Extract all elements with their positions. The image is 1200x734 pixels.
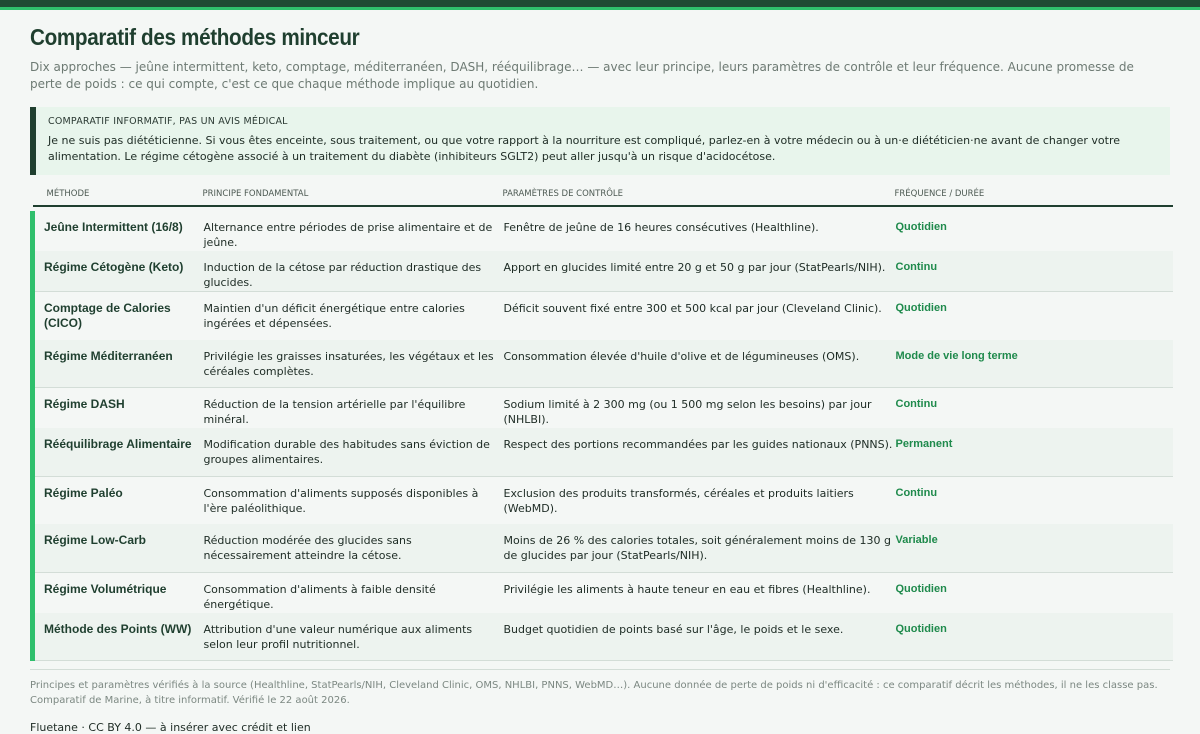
control-cell: Budget quotidien de points basé sur l'âge, le poids et le sexe.	[503, 613, 895, 661]
table-row	[33, 340, 1173, 388]
control-cell: Fenêtre de jeûne de 16 heures consécutives (Healthline).	[503, 221, 819, 234]
medical-notice	[30, 107, 1170, 175]
column-header-method: MÉTHODE	[33, 183, 203, 206]
frequency-cell: Mode de vie long terme	[895, 340, 1173, 388]
control-cell: Respect des portions recommandées par les guides nationaux (PNNS).	[503, 428, 895, 476]
control-cell: Exclusion des produits transformés, céréales et produits laitiers (WebMD).	[503, 486, 854, 515]
frequency-cell: Continu	[895, 251, 1173, 292]
method-name: Régime Low-Carb	[33, 524, 203, 572]
comparison-table	[30, 183, 1173, 661]
footnote: Principes et paramètres vérifiés à la source (Healthline, StatPearls/NIH, Cleveland Clinic, OMS, NHLBI, PNNS, WebMD…). Aucune donnée de perte de poids ni d'efficacité : ce comparatif décrit les méthodes, il ne les classe pas. Comparatif de Marine, à titre informatif. Vérifié le 22 août 2026.	[30, 669, 1170, 708]
principle-cell: Privilégie les graisses insaturées, les végétaux et les céréales complètes.	[203, 340, 503, 388]
principle-cell: Induction de la cétose par réduction drastique des glucides.	[203, 251, 503, 292]
column-header-control: PARAMÈTRES DE CONTRÔLE	[503, 183, 895, 206]
principle-cell: Consommation d'aliments supposés disponibles à l'ère paléolithique.	[203, 486, 479, 515]
principle-cell: Modification durable des habitudes sans éviction de groupes alimentaires.	[203, 428, 503, 476]
table-row	[33, 428, 1173, 476]
table-header-row	[33, 183, 1173, 206]
column-header-principle: PRINCIPE FONDAMENTAL	[203, 183, 503, 206]
principle-cell: Alternance entre périodes de prise alimentaire et de jeûne.	[203, 221, 493, 249]
frequency-cell: Permanent	[895, 428, 1173, 476]
frequency-cell: Continu	[895, 398, 938, 410]
table-row	[33, 476, 1173, 524]
principle-cell: Réduction de la tension artérielle par l'équilibre minéral.	[203, 398, 466, 426]
method-name: Régime Cétogène (Keto)	[33, 251, 203, 292]
frequency-cell: Quotidien	[895, 613, 1173, 661]
method-name: Régime Méditerranéen	[33, 340, 203, 388]
control-cell: Déficit souvent fixé entre 300 et 500 kcal par jour (Cleveland Clinic).	[503, 302, 882, 315]
top-accent-bar	[0, 0, 1200, 7]
principle-cell: Maintien d'un déficit énergétique entre calories ingérées et dépensées.	[203, 302, 465, 330]
content	[0, 24, 1200, 734]
intro-text: Dix approches — jeûne intermittent, keto, comptage, méditerranéen, DASH, rééquilibrage… — avec leur principe, leurs paramètres de contrôle et leur fréquence. Aucune promesse de perte de poids : ce qui compte, c'est ce que chaque méthode implique au quotidien.	[30, 60, 1134, 91]
table-row	[33, 211, 1173, 251]
method-name: Jeûne Intermittent (16/8)	[33, 211, 203, 251]
notice-text: Je ne suis pas diététicienne. Si vous êtes enceinte, sous traitement, ou que votre rapport à la nourriture est compliqué, parlez-en à votre médecin ou à un·e diététicien·ne avant de changer votre alimentation. Le régime cétogène associé à un traitement du diabète (inhibiteurs SGLT2) peut aller jusqu'à un risque d'acidocétose.	[48, 134, 1120, 163]
control-cell: Consommation élevée d'huile d'olive et de légumineuses (OMS).	[503, 340, 895, 388]
table-row	[33, 613, 1173, 661]
table-row	[33, 388, 1173, 429]
control-cell: Privilégie les aliments à haute teneur en eau et fibres (Healthline).	[503, 582, 871, 596]
method-name: Méthode des Points (WW)	[33, 613, 203, 661]
principle-cell: Attribution d'une valeur numérique aux aliments selon leur profil nutritionnel.	[203, 613, 503, 661]
control-cell: Apport en glucides limité entre 20 g et 50 g par jour (StatPearls/NIH).	[503, 251, 895, 292]
frequency-cell: Quotidien	[895, 302, 947, 314]
table-row	[33, 292, 1173, 340]
table-row	[33, 524, 1173, 572]
method-name: Régime Paléo	[33, 476, 203, 524]
principle-cell: Consommation d'aliments à faible densité énergétique.	[203, 582, 436, 611]
method-name: Régime Volumétrique	[33, 572, 203, 613]
frequency-cell: Quotidien	[895, 221, 947, 233]
method-name: Régime DASH	[33, 388, 203, 429]
column-header-frequency: FRÉQUENCE / DURÉE	[895, 183, 1173, 206]
credit-line: Fluetane · CC BY 4.0 — à insérer avec crédit et lien	[30, 721, 311, 734]
frequency-cell: Quotidien	[895, 582, 947, 595]
table-row	[33, 572, 1173, 613]
method-name: Rééquilibrage Alimentaire	[33, 428, 203, 476]
table-row	[33, 251, 1173, 292]
page-title: Comparatif des méthodes minceur	[30, 24, 360, 50]
principle-cell: Réduction modérée des glucides sans nécessairement atteindre la cétose.	[203, 524, 503, 572]
top-accent-stripe	[0, 7, 1200, 10]
method-name: Comptage de Calories (CICO)	[33, 292, 203, 340]
control-cell: Sodium limité à 2 300 mg (ou 1 500 mg selon les besoins) par jour (NHLBI).	[503, 398, 872, 426]
frequency-cell: Continu	[895, 486, 938, 499]
notice-title: COMPARATIF INFORMATIF, PAS UN AVIS MÉDICAL	[48, 116, 288, 127]
control-cell: Moins de 26 % des calories totales, soit généralement moins de 130 g de glucides par jour (StatPearls/NIH).	[503, 524, 895, 572]
frequency-cell: Variable	[895, 524, 1173, 572]
